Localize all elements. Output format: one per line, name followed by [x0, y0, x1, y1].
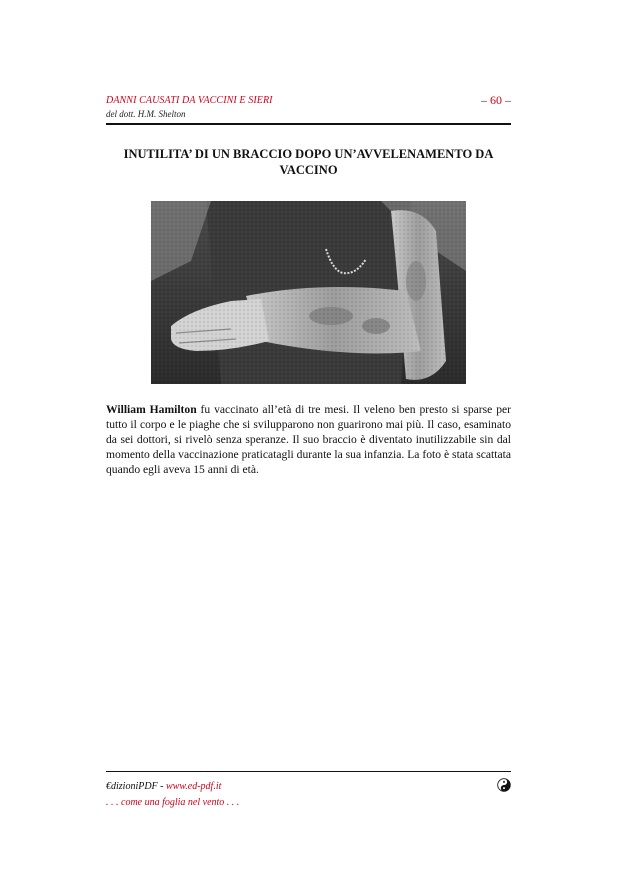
page-number: – 60 –: [481, 93, 511, 107]
arm-photo: [151, 201, 466, 384]
footer-motto: . . . come una foglia nel vento . . .: [106, 797, 240, 808]
yin-yang-icon: [497, 778, 511, 792]
article-paragraph: fu vaccinato all’età di tre mesi. Il veleno ben presto si sparse per tutto il corpo e le piaghe che si svilupparono non guarirono mai più. Il caso, esaminato da sei dottori, si rivelò senza speranze. Il suo braccio è diventato inutilizzabile sin dal momento della vaccinazione praticatagli durante la sua infanzia. La foto è stata scattata quando egli aveva 15 anni di età.: [106, 403, 511, 476]
footer-divider: [106, 771, 511, 772]
article-body: [106, 402, 511, 477]
publisher-link[interactable]: www.ed-pdf.it: [166, 781, 222, 792]
article-title: INUTILITA’ DI UN BRACCIO DOPO UN’AVVELENAMENTO DA VACCINO: [123, 147, 494, 177]
author-line: del dott. H.M. Shelton: [106, 109, 186, 119]
running-title: DANNI CAUSATI DA VACCINI E SIERI: [106, 95, 273, 106]
subject-name: William Hamilton: [106, 403, 197, 416]
footer-brand: [106, 781, 221, 792]
publisher-name: €dizioniPDF -: [106, 781, 166, 792]
running-header: [106, 95, 273, 119]
header-divider: [106, 123, 511, 125]
